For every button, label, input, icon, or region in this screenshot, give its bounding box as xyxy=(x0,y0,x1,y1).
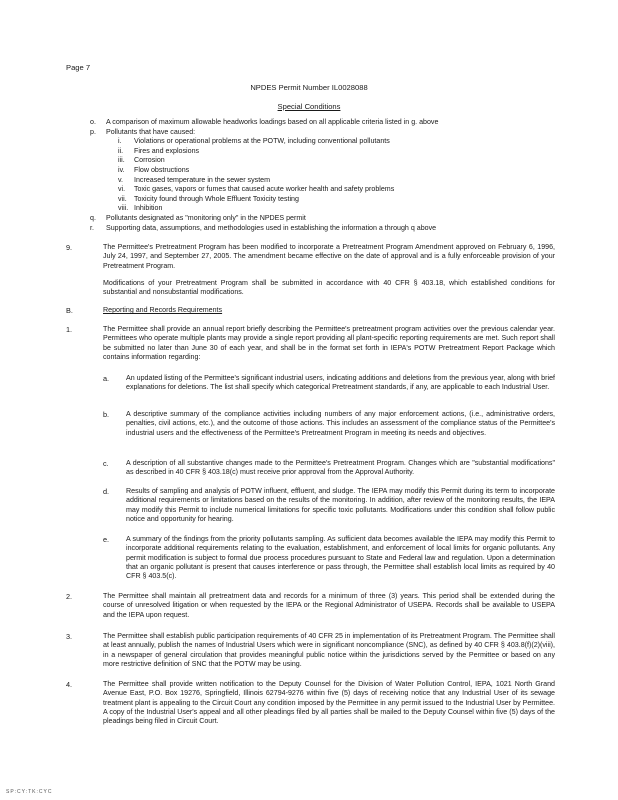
sub-list-item: iii. Corrosion xyxy=(118,156,165,165)
paragraph-4: The Permittee shall provide written notification to the Deputy Counsel for the Division of Water Pollution Control, IEPA, 1021 North Grand Avenue East, P.O. Box 19276, Springfield, Illinois 62794-9276 within five (5) days of receiving notice that any Industrial User of its sewage treatment plant is appealing to the Circuit Court any condition imposed by the Permittee in any permit issued to the Industrial User by Permittee. A copy of the Industrial User's appeal and all other pleadings filed by all parties shall be mailed to the Deputy Counsel within five (5) days of the pleadings being filed in Circuit Court. xyxy=(103,680,555,726)
section-number: 9. xyxy=(66,243,73,252)
section-letter: B. xyxy=(66,306,73,315)
paragraph-9: The Permittee's Pretreatment Program has been modified to incorporate a Pretreatment Program Amendment approved on February 6, 1996, July 24, 1997, and September 27, 2005. The amendment became effective on the date of approval and is a fully enforceable provision of your Pretreatment Program. xyxy=(103,243,555,270)
paragraph-modifications: Modifications of your Pretreatment Program shall be submitted in accordance with 40 CFR § 403.18, which established conditions for substantial and nonsubstantial modifications. xyxy=(103,279,555,297)
paragraph-3: The Permittee shall establish public participation requirements of 40 CFR 25 in implementation of its Pretreatment Program. The Permittee shall at least annually, publish the names of Industrial Users which were in significant noncompliance (SNC), as defined by 40 CFR § 403.8(f)(2)(viii), in a newspaper of general circulation that provides meaningful public notice within the jurisdictions served by the Permittee or based on any more restrictive definition of SNC that the POTW may be using. xyxy=(103,632,555,668)
paragraph-2: The Permittee shall maintain all pretreatment data and records for a minimum of three (3) years. This period shall be extended during the course of unresolved litigation or when requested by the IEPA or the Regional Administrator of USEPA. Records shall be available to USEPA and the IEPA upon request. xyxy=(103,592,555,619)
item-mark: a. xyxy=(103,374,110,383)
footer-code: SP:CY:TK:CYC xyxy=(6,789,53,795)
paragraph-1c: A description of all substantive changes made to the Permittee's Pretreatment Program. Changes which are "substantial modifications" as described in 40 CFR § 403.18(c) must receive prior approval from the Approval Authority. xyxy=(126,459,555,477)
section-number: 3. xyxy=(66,632,73,641)
item-mark: e. xyxy=(103,535,110,544)
permit-number: NPDES Permit Number IL0028088 xyxy=(250,83,368,92)
list-item: p. Pollutants that have caused: xyxy=(90,127,196,136)
paragraph-1: The Permittee shall provide an annual report briefly describing the Permittee's pretreatment program activities over the previous calendar year. Permittees who operate multiple plants may provide a single report providing all plant-specific reporting requirements are met. Such report shall be submitted no later than June 30 of each year, and shall be in the format set forth in IEPA's POTW Pretreatment Report Package which contains information regarding: xyxy=(103,325,555,361)
section-number: 4. xyxy=(66,680,73,689)
list-item: q. Pollutants designated as "monitoring only" in the NPDES permit xyxy=(90,213,306,222)
paragraph-1b: A descriptive summary of the compliance activities including numbers of any major enforcement actions, (i.e., administrative orders, penalties, civil actions, etc.), and the outcome of those actions. This includes an assessment of the compliance status of the Permittee's industrial users and the effectiveness of the Permittee's Pretreatment Program in meeting its needs and objectives. xyxy=(126,410,555,437)
page-number: Page 7 xyxy=(66,63,91,72)
sub-list-item: ii. Fires and explosions xyxy=(118,146,200,155)
item-mark: c. xyxy=(103,459,109,468)
sub-list-item: vii. Toxicity found through Whole Effluent Toxicity testing xyxy=(118,194,299,203)
sub-list-item: iv. Flow obstructions xyxy=(118,165,190,174)
section-title: Special Conditions xyxy=(277,102,341,111)
section-number: 2. xyxy=(66,592,73,601)
item-mark: d. xyxy=(103,487,110,496)
list-item: r. Supporting data, assumptions, and methodologies used in establishing the information a through q above xyxy=(90,223,437,232)
section-number: 1. xyxy=(66,325,73,334)
sub-list-item: viii. Inhibition xyxy=(118,204,163,213)
sub-list-item: v. Increased temperature in the sewer system xyxy=(118,175,271,184)
section-heading: Reporting and Records Requirements xyxy=(103,306,223,314)
sub-list-item: vi. Toxic gases, vapors or fumes that caused acute worker health and safety problems xyxy=(118,185,395,194)
criteria-list xyxy=(90,118,560,233)
sub-list-item: i. Violations or operational problems at the POTW, including conventional pollutants xyxy=(118,137,390,146)
paragraph-1d: Results of sampling and analysis of POTW influent, effluent, and sludge. The IEPA may modify this Permit during its term to incorporate additional requirements or limitations based on the results of the monitoring. In addition, after review of the monitoring results, the IEPA may modify this Permit to include numerical limitations for specific toxic pollutants. Modifications under this condition shall follow public notice and opportunity for hearing. xyxy=(126,487,555,523)
paragraph-1e: A summary of the findings from the priority pollutants sampling. As sufficient data becomes available the IEPA may modify this Permit to incorporate additional requirements relating to the evaluation, establishment, and enforcement of local limits for organic pollutants. Any permit modification is subject to formal due process procedures pursuant to State and Federal law and regulation. Upon a determination that an organic pollutant is present that causes interference or pass through, the Permittee shall establish local limits as required by 40 CFR § 403.5(c). xyxy=(126,535,555,581)
item-mark: b. xyxy=(103,410,110,419)
list-item: o. A comparison of maximum allowable headworks loadings based on all applicable criteria listed in g. above xyxy=(90,118,439,126)
paragraph-1a: An updated listing of the Permittee's significant industrial users, indicating additions and deletions from the previous year, along with brief explanations for deletions. The list shall specify which categorical Pretreatment standards, if any, are applicable to each Industrial User. xyxy=(126,374,555,392)
